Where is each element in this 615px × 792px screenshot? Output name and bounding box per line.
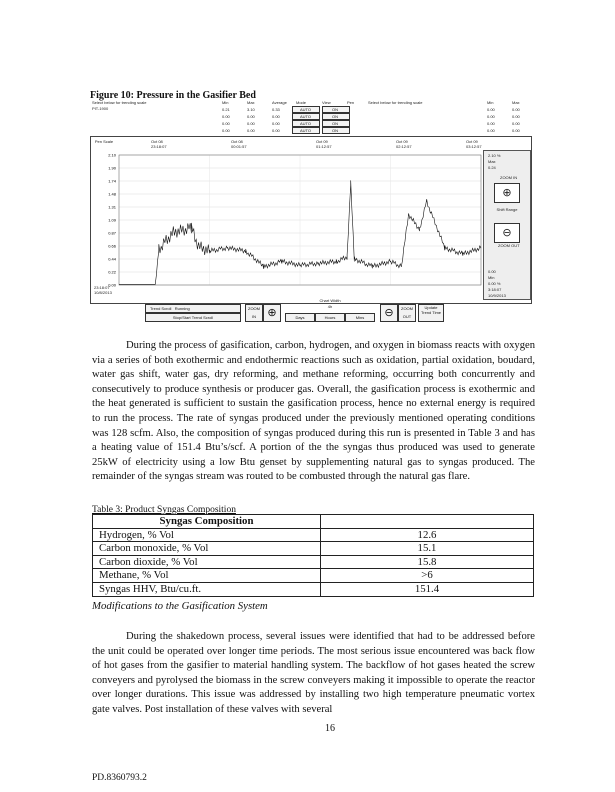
row-min-right: 0.00 [487, 128, 495, 133]
mode-label: AUTO [300, 107, 312, 112]
view-label: ON [332, 128, 338, 133]
trend-scroll-label: Trend Scroll [150, 306, 172, 311]
time-tick-time: 03:12:57 [466, 144, 482, 149]
col-min-right: Min [487, 100, 494, 105]
trend-plot [91, 137, 531, 303]
max-label: Max [488, 159, 496, 164]
row-max: 3.10 [247, 107, 255, 112]
y-tick-label: 1.90 [108, 165, 116, 171]
trend-controls [90, 298, 530, 324]
table-header-row [93, 515, 534, 529]
days-button[interactable]: Days [285, 313, 315, 322]
time-tick-date: Oct 09 [466, 139, 478, 144]
end-time: 3:18:07 [488, 287, 502, 292]
table-row [93, 528, 534, 542]
table-row [93, 542, 534, 556]
zoom-out-icon: ⊖ [384, 307, 394, 319]
row-min-right: 0.00 [487, 114, 495, 119]
zoom-in-text: ZOOM IN [500, 175, 518, 180]
paragraph-text: During the shakedown process, several issues were identified that had to be addressed before the unit could be operated over longer time periods. The most serious issue encountered was back flow of hot gases from the gasifier to material handling system. The backflow of hot gases heated the screw conveyers and pyrolysed the biomass in the screw conveyers making it impossible to operate the reactor over longer durations. This issue was addressed by installing two high temperature pneumatic vortex gate valves. Post installation of these valves with several [92, 631, 535, 715]
body-paragraph-2 [92, 630, 535, 718]
col-min: Min [222, 100, 229, 105]
time-tick-time: 01:12:57 [316, 144, 332, 149]
mode-button[interactable] [292, 113, 320, 120]
row-max-right: 0.00 [512, 128, 520, 133]
col-average: Average [272, 100, 287, 105]
y-tick-label: 1.74 [108, 178, 116, 184]
table-caption: Table 3: Product Syngas Composition [92, 505, 236, 515]
y-tick-label: 1.48 [108, 191, 116, 197]
row-max: 0.00 [247, 114, 255, 119]
mode-button[interactable] [292, 120, 320, 127]
start-timestamp [94, 285, 112, 295]
col-max-right: Max [512, 100, 520, 105]
zoom-out-button[interactable] [494, 223, 520, 243]
row-value: 12.6 [321, 528, 534, 542]
y-tick-label: 0.66 [108, 243, 116, 249]
view-toggle[interactable] [322, 106, 350, 113]
min-label: Min [488, 275, 495, 280]
row-label: Carbon monoxide, % Vol [93, 542, 321, 556]
y-tick-label: 0.22 [108, 269, 116, 275]
y-tick-label: 2.10 [108, 152, 116, 158]
row-max: 0.00 [247, 121, 255, 126]
y-tick-label: 1.09 [108, 217, 116, 223]
row-max: 0.00 [247, 128, 255, 133]
row-value: >6 [321, 569, 534, 583]
zoom-in-icon: ⊕ [267, 307, 277, 319]
col-pen: Pen [347, 100, 355, 105]
stop-start-trend-button[interactable]: Stop/Start Trend Scroll [145, 313, 241, 322]
time-tick-date: Oct 09 [396, 139, 408, 144]
time-tick-time: 02:12:57 [396, 144, 412, 149]
table-row [93, 569, 534, 583]
row-min: 0.00 [222, 128, 230, 133]
mode-button[interactable] [292, 106, 320, 113]
y-tick-label: 0.44 [108, 256, 116, 262]
trend-scroll-status [145, 304, 241, 313]
pct-max: 2.10 % [488, 153, 501, 158]
col-mode: Mode [296, 100, 307, 105]
trend-stats-panel [92, 100, 537, 134]
mode-label: AUTO [300, 114, 312, 119]
row-average: 0.33 [272, 107, 280, 112]
mins-button[interactable]: Mins [345, 313, 375, 322]
running-label: Running [174, 306, 190, 311]
max-value: 0.24 [488, 165, 496, 170]
page-number: 16 [325, 723, 335, 734]
zoom-out-bottom-button[interactable] [380, 304, 398, 322]
zoom-out-icon: ⊖ [502, 226, 512, 239]
shift-range: Shift Range [496, 207, 518, 212]
row-value: 151.4 [321, 582, 534, 596]
row-label: Methane, % Vol [93, 569, 321, 583]
row-min: 0.00 [222, 121, 230, 126]
y-tick-label: 0.87 [108, 230, 116, 236]
select-label-left: Select below for trending scale [92, 100, 147, 105]
row-max-right: 0.00 [512, 121, 520, 126]
zoom-out-bottom-label: ZOOM OUT [398, 304, 416, 322]
col-view: View [322, 100, 331, 105]
section-heading: Modifications to the Gasification System [92, 600, 268, 612]
zoom-in-button[interactable] [494, 183, 520, 203]
row-label: Carbon dioxide, % Vol [93, 555, 321, 569]
row-min: 0.21 [222, 107, 230, 112]
pct-min: 0.00 % [488, 281, 501, 286]
table-row [93, 582, 534, 596]
start-time: 23:18:07 [94, 285, 110, 290]
view-label: ON [332, 121, 338, 126]
syngas-table [92, 514, 534, 597]
col-max: Max [247, 100, 255, 105]
start-date: 10/8/2013 [94, 290, 112, 295]
time-tick-time: 00:01:57 [231, 144, 247, 149]
zoom-in-bottom-button[interactable] [263, 304, 281, 322]
view-label: ON [332, 107, 338, 112]
time-tick-time: 23:18:07 [151, 144, 167, 149]
row-value: 15.8 [321, 555, 534, 569]
row-average: 0.00 [272, 114, 280, 119]
y-tick-label: 1.31 [108, 204, 116, 210]
zoom-out-text: ZOOM OUT [498, 243, 520, 248]
min-value: 0.00 [488, 269, 496, 274]
row-max-right: 0.00 [512, 107, 520, 112]
row-value: 15.1 [321, 542, 534, 556]
view-toggle[interactable] [322, 127, 350, 134]
zoom-in-icon: ⊕ [502, 186, 512, 199]
view-label: ON [332, 114, 338, 119]
zoom-in-bottom-label: ZOOM IN [245, 304, 263, 322]
table-header-blank [321, 515, 534, 529]
time-tick-date: Oct 09 [316, 139, 328, 144]
hours-button[interactable]: Hours [315, 313, 345, 322]
row-max-right: 0.00 [512, 114, 520, 119]
mode-button[interactable] [292, 127, 320, 134]
paragraph-text: During the process of gasification, carbon, hydrogen, and oxygen in biomass reacts with oxygen via a series of both exothermic and endothermic reactions such as oxidation, partial oxidation, boudard, water gas shift, water gas, dry reforming, and methane reforming, occurring both concurrently and consecutively to produce synthesis or producer gas. Overall, the gasification process is exothermic and the heat generated is sufficient to sustain the gasification process, hence no external energy is required to run the process. The rate of syngas produced under the previously mentioned operating conditions was 128 scfm. Also, the composition of syngas produced during this run is presented in Table 3 and has a heating value of 151.4 Btu’s/scf. A portion of the the syngas thus produced was used to generate 25kW of electricity using a low Btu genset by supplementing natural gas to syngas produced. The remainder of the syngas stream was routed to be combusted through the natural gas flare. [92, 340, 535, 483]
pen-scale-label: Pen Scale [94, 139, 114, 144]
time-tick-date: Oct 08 [151, 139, 163, 144]
trend-side-panel [483, 150, 531, 300]
end-date: 10/9/2013 [488, 293, 506, 298]
row-label: Syngas HHV, Btu/cu.ft. [93, 582, 321, 596]
table-row [93, 555, 534, 569]
update-trend-time-button[interactable]: Update Trend Time [418, 304, 444, 322]
figure-title: Figure 10: Pressure in the Gasifier Bed [90, 90, 256, 101]
mode-label: AUTO [300, 121, 312, 126]
row-average: 0.00 [272, 121, 280, 126]
trend-chart [90, 136, 532, 304]
chart-width-value: 4h [327, 304, 333, 309]
row-min: 0.00 [222, 114, 230, 119]
chart-width-label: Chart Width [319, 298, 341, 303]
view-toggle[interactable] [322, 120, 350, 127]
view-toggle[interactable] [322, 113, 350, 120]
select-label-right: Select below for trending scale [368, 100, 423, 105]
row-min-right: 0.00 [487, 121, 495, 126]
body-paragraph-1 [92, 339, 535, 485]
table-header: Syngas Composition [93, 515, 321, 529]
y-tick-label: 0.00 [108, 282, 116, 288]
document-footer: PD.8360793.2 [92, 773, 147, 783]
row-label: Hydrogen, % Vol [93, 528, 321, 542]
row-average: 0.00 [272, 128, 280, 133]
row-min-right: 0.00 [487, 107, 495, 112]
tag-name: PIT-1900 [92, 106, 109, 111]
time-tick-date: Oct 08 [231, 139, 243, 144]
mode-label: AUTO [300, 128, 312, 133]
